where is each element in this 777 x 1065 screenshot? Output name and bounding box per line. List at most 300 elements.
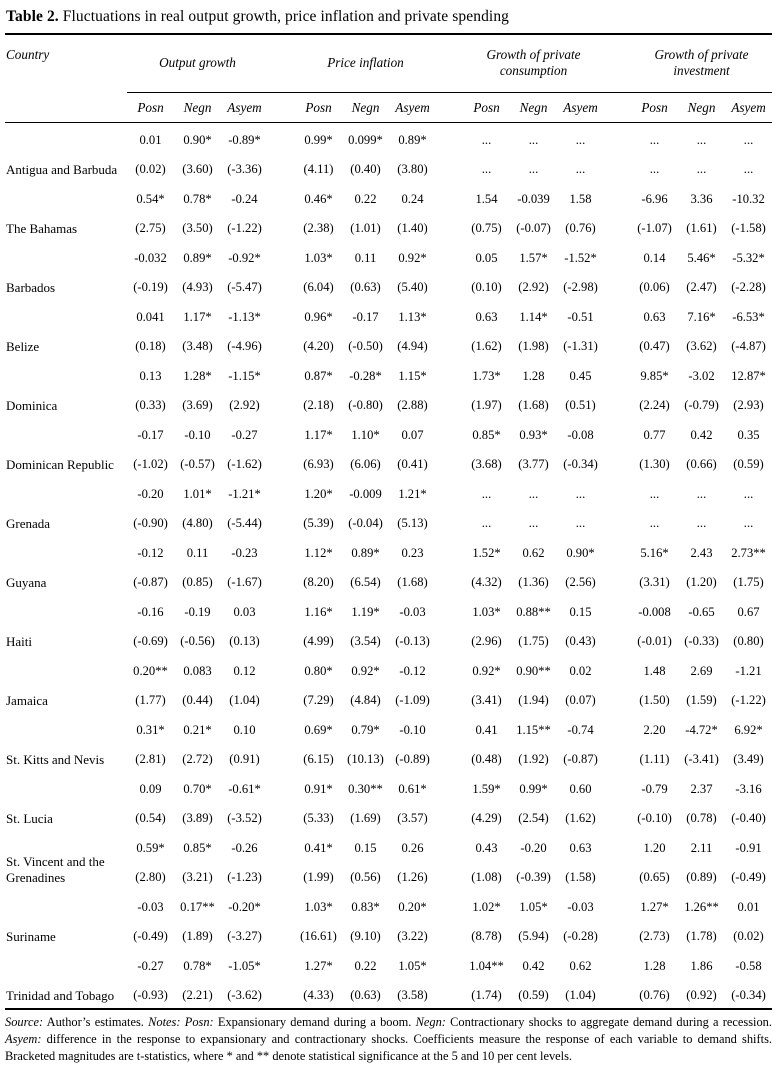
tstat-cell: (1.04) <box>565 988 596 1003</box>
value-cell: 2.69 <box>690 664 713 679</box>
value-cell: -6.53* <box>732 310 765 325</box>
tstat-cell: (-3.36) <box>227 162 262 177</box>
value-cell: 0.63 <box>643 310 666 325</box>
tstat-cell: (0.02) <box>733 929 764 944</box>
tstat-cell: (-0.34) <box>563 457 598 472</box>
header-gap <box>268 93 295 123</box>
tstat-cell: (-3.52) <box>227 811 262 826</box>
column-gap <box>604 742 631 772</box>
tstat-cell: (0.54) <box>135 811 166 826</box>
column-gap <box>604 447 631 477</box>
tstat-cell: ... <box>528 516 539 531</box>
value-cell: ... <box>575 133 586 148</box>
tstat-cell: (2.92) <box>518 280 549 295</box>
tstat-cell: (1.40) <box>397 221 428 236</box>
column-gap <box>604 477 631 506</box>
value-cell: 0.42 <box>690 428 713 443</box>
column-gap <box>268 447 295 477</box>
tstat-cell: (0.41) <box>397 457 428 472</box>
value-cell: 1.59* <box>472 782 501 797</box>
value-cell: -1.05* <box>228 959 261 974</box>
value-cell: -0.20* <box>228 900 261 915</box>
table-body <box>5 123 772 1010</box>
country-cell: Guyana <box>6 574 47 590</box>
subheader-posn: Posn <box>463 93 510 123</box>
value-cell: 9.85* <box>640 369 669 384</box>
tstat-cell: (0.10) <box>471 280 502 295</box>
column-gap <box>604 801 631 831</box>
tstat-cell: (5.40) <box>397 280 428 295</box>
value-cell: 5.46* <box>687 251 716 266</box>
tstat-cell: (-1.22) <box>731 693 766 708</box>
tstat-cell: (-0.34) <box>731 988 766 1003</box>
tstat-cell: (4.11) <box>303 162 334 177</box>
value-cell: 0.041 <box>136 310 165 325</box>
tstat-cell: (4.32) <box>471 575 502 590</box>
value-cell: 1.13* <box>398 310 427 325</box>
tstat-cell: (2.92) <box>229 398 260 413</box>
value-cell: 0.63 <box>569 841 592 856</box>
column-gap <box>436 182 463 211</box>
tstat-cell: (1.99) <box>303 870 334 885</box>
value-cell: 0.22 <box>354 192 377 207</box>
tstat-cell: (6.04) <box>303 280 334 295</box>
value-cell: -0.08 <box>567 428 594 443</box>
table-row <box>5 595 772 624</box>
tstat-cell: (-0.10) <box>637 811 672 826</box>
column-gap <box>268 477 295 506</box>
tstat-cell: (0.56) <box>350 870 381 885</box>
note-segment: Negn: <box>415 1015 446 1029</box>
table-header <box>5 34 772 123</box>
tstat-cell: (1.50) <box>639 693 670 708</box>
tstat-cell: (3.89) <box>182 811 213 826</box>
value-cell: 1.15* <box>398 369 427 384</box>
value-cell: ... <box>743 487 754 502</box>
tstat-cell: (3.54) <box>350 634 381 649</box>
value-cell: 3.36 <box>690 192 713 207</box>
value-cell: ... <box>528 487 539 502</box>
tstat-cell: (10.13) <box>347 752 384 767</box>
value-cell: -1.15* <box>228 369 261 384</box>
value-cell: 0.02 <box>569 664 592 679</box>
value-cell: 1.12* <box>304 546 333 561</box>
tstat-cell: (0.18) <box>135 339 166 354</box>
tstat-cell: ... <box>696 162 707 177</box>
value-cell: 1.48 <box>643 664 666 679</box>
tstat-cell: (3.77) <box>518 457 549 472</box>
tstat-cell: (3.48) <box>182 339 213 354</box>
column-gap <box>436 359 463 388</box>
value-cell: 0.26 <box>401 841 424 856</box>
group-header-row <box>5 34 772 93</box>
tstat-cell: (0.78) <box>686 811 717 826</box>
value-cell: 0.91* <box>304 782 333 797</box>
value-cell: 1.58 <box>569 192 592 207</box>
value-cell: 0.03 <box>233 605 256 620</box>
tstat-cell: (-0.40) <box>731 811 766 826</box>
tstat-cell: (5.94) <box>518 929 549 944</box>
tstat-cell: (2.21) <box>182 988 213 1003</box>
value-cell: 2.20 <box>643 723 666 738</box>
country-cell: Grenada <box>6 515 51 531</box>
value-cell: 1.03* <box>304 900 333 915</box>
note-segment: Source: <box>5 1015 44 1029</box>
column-gap <box>436 477 463 506</box>
value-cell: -0.89* <box>228 133 261 148</box>
country-cell: Barbados <box>6 279 56 295</box>
tstat-cell: (4.99) <box>303 634 334 649</box>
column-gap <box>268 890 295 919</box>
country-cell: St. Vincent and the Grenadines <box>6 854 105 885</box>
tstat-cell: (-0.49) <box>133 929 168 944</box>
tstat-cell: (0.43) <box>565 634 596 649</box>
value-cell: 0.89* <box>398 133 427 148</box>
value-cell: 1.26** <box>684 900 719 915</box>
value-cell: -0.17 <box>137 428 164 443</box>
tstat-cell: (3.69) <box>182 398 213 413</box>
tstat-cell: (-0.69) <box>133 634 168 649</box>
tstat-cell: (0.44) <box>182 693 213 708</box>
column-gap <box>436 772 463 801</box>
value-cell: 1.54 <box>475 192 498 207</box>
value-cell: 0.11 <box>354 251 377 266</box>
column-gap <box>604 860 631 890</box>
tstat-cell: (-0.19) <box>133 280 168 295</box>
tstat-cell: (9.10) <box>350 929 381 944</box>
column-gap <box>604 595 631 624</box>
column-gap <box>604 329 631 359</box>
country-cell: Belize <box>6 338 40 354</box>
value-cell: 1.19* <box>351 605 380 620</box>
value-cell: 2.11 <box>690 841 713 856</box>
value-cell: 0.87* <box>304 369 333 384</box>
value-cell: -0.20 <box>137 487 164 502</box>
note-segment: Expansionary demand during a boom. <box>213 1015 416 1029</box>
tstat-cell: (-4.96) <box>227 339 262 354</box>
value-cell: 2.73** <box>731 546 766 561</box>
value-cell: 1.28* <box>183 369 212 384</box>
value-cell: 1.10* <box>351 428 380 443</box>
tstat-cell: (0.63) <box>350 280 381 295</box>
tstat-cell: (0.06) <box>639 280 670 295</box>
value-cell: 0.89* <box>183 251 212 266</box>
subheader-negn: Negn <box>678 93 725 123</box>
tstat-cell: ... <box>743 162 754 177</box>
column-gap <box>268 359 295 388</box>
value-cell: 1.05* <box>519 900 548 915</box>
column-gap <box>604 418 631 447</box>
value-cell: 0.67 <box>737 605 760 620</box>
tstat-cell: (2.80) <box>135 870 166 885</box>
value-cell: 1.21* <box>398 487 427 502</box>
tstat-cell: (3.49) <box>733 752 764 767</box>
column-gap <box>436 506 463 536</box>
value-cell: 1.27* <box>640 900 669 915</box>
value-cell: 1.28 <box>643 959 666 974</box>
tstat-cell: (3.41) <box>471 693 502 708</box>
value-cell: 1.16* <box>304 605 333 620</box>
value-cell: ... <box>696 133 707 148</box>
value-cell: 0.099* <box>348 133 383 148</box>
value-cell: 7.16* <box>687 310 716 325</box>
tstat-cell: (-3.62) <box>227 988 262 1003</box>
tstat-cell: (0.65) <box>639 870 670 885</box>
tstat-cell: (1.77) <box>135 693 166 708</box>
value-cell: 0.01 <box>737 900 760 915</box>
tstat-cell: (4.94) <box>397 339 428 354</box>
tstat-cell: (1.08) <box>471 870 502 885</box>
tstat-cell: (0.80) <box>733 634 764 649</box>
tstat-cell: (-0.87) <box>563 752 598 767</box>
value-cell: -0.26 <box>231 841 258 856</box>
tstat-cell: (3.58) <box>397 988 428 1003</box>
tstat-cell: (1.68) <box>518 398 549 413</box>
column-gap <box>436 123 463 153</box>
tstat-cell: (2.47) <box>686 280 717 295</box>
value-cell: ... <box>696 487 707 502</box>
column-gap <box>268 713 295 742</box>
table-row <box>5 418 772 447</box>
column-gap <box>436 860 463 890</box>
tstat-cell: (16.61) <box>300 929 337 944</box>
column-gap <box>268 801 295 831</box>
tstat-cell: (-0.49) <box>731 870 766 885</box>
column-gap <box>268 182 295 211</box>
column-gap <box>604 241 631 270</box>
tstat-cell: (1.01) <box>350 221 381 236</box>
table-number: Table 2. <box>6 8 59 25</box>
value-cell: 0.62 <box>569 959 592 974</box>
tstat-cell: (3.57) <box>397 811 428 826</box>
value-cell: 0.59* <box>136 841 165 856</box>
tstat-cell: ... <box>649 516 660 531</box>
tstat-cell: (-0.90) <box>133 516 168 531</box>
value-cell: -0.19 <box>184 605 211 620</box>
country-cell: Jamaica <box>6 692 48 708</box>
tstat-cell: (2.38) <box>303 221 334 236</box>
column-gap <box>436 447 463 477</box>
tstat-cell: (4.20) <box>303 339 334 354</box>
tstat-cell: (6.93) <box>303 457 334 472</box>
column-gap <box>604 270 631 300</box>
tstat-cell: (3.50) <box>182 221 213 236</box>
value-cell: 1.02* <box>472 900 501 915</box>
value-cell: 0.42 <box>522 959 545 974</box>
subheader-posn: Posn <box>295 93 342 123</box>
value-cell: 0.90** <box>516 664 551 679</box>
tstat-cell: (-5.47) <box>227 280 262 295</box>
group-header-private-investment: Growth of private investment <box>631 34 772 93</box>
table-row <box>5 654 772 683</box>
subheader-negn: Negn <box>174 93 221 123</box>
column-gap <box>268 123 295 153</box>
column-gap <box>604 565 631 595</box>
value-cell: 0.22 <box>354 959 377 974</box>
value-cell: ... <box>743 133 754 148</box>
column-gap <box>604 536 631 565</box>
tstat-cell: (8.78) <box>471 929 502 944</box>
tstat-cell: (0.66) <box>686 457 717 472</box>
value-cell: -0.032 <box>134 251 167 266</box>
note-segment: difference in the response to expansionary and contractionary shocks. Coefficients measure the response of each variable to demand shifts. Bracketed magnitudes are t-statistics, where * and ** denote statistical significance at the 5 and 10 per cent levels. <box>5 1032 772 1064</box>
column-gap <box>268 536 295 565</box>
value-cell: ... <box>575 487 586 502</box>
column-gap <box>436 683 463 713</box>
tstat-cell: (1.20) <box>686 575 717 590</box>
column-gap <box>436 536 463 565</box>
tstat-cell: ... <box>528 162 539 177</box>
value-cell: 12.87* <box>731 369 766 384</box>
tstat-cell: (-0.04) <box>348 516 383 531</box>
results-table <box>5 33 772 1010</box>
value-cell: 0.69* <box>304 723 333 738</box>
column-gap <box>436 418 463 447</box>
tstat-cell: (0.40) <box>350 162 381 177</box>
value-cell: 0.15 <box>354 841 377 856</box>
tstat-cell: (1.59) <box>686 693 717 708</box>
country-cell: Haiti <box>6 633 32 649</box>
tstat-cell: (-1.23) <box>227 870 262 885</box>
value-cell: 0.15 <box>569 605 592 620</box>
table-title <box>6 8 772 26</box>
value-cell: 2.43 <box>690 546 713 561</box>
column-gap <box>436 890 463 919</box>
column-gap <box>436 919 463 949</box>
column-gap <box>268 270 295 300</box>
tstat-cell: (2.93) <box>733 398 764 413</box>
value-cell: 0.41 <box>475 723 498 738</box>
value-cell: 0.11 <box>186 546 209 561</box>
tstat-cell: (-0.80) <box>348 398 383 413</box>
header-gap <box>604 34 631 93</box>
tstat-cell: (6.15) <box>303 752 334 767</box>
value-cell: -0.008 <box>638 605 671 620</box>
value-cell: 1.28 <box>522 369 545 384</box>
tstat-cell: (-0.28) <box>563 929 598 944</box>
value-cell: 0.20** <box>133 664 168 679</box>
tstat-cell: (0.48) <box>471 752 502 767</box>
value-cell: 0.90* <box>566 546 595 561</box>
tstat-cell: (0.85) <box>182 575 213 590</box>
value-cell: -0.24 <box>231 192 258 207</box>
value-cell: -0.92* <box>228 251 261 266</box>
group-header-private-consumption: Growth of private consumption <box>463 34 604 93</box>
value-cell: 0.92* <box>351 664 380 679</box>
value-cell: 0.60 <box>569 782 592 797</box>
tstat-cell: ... <box>575 516 586 531</box>
column-gap <box>436 241 463 270</box>
column-gap <box>268 388 295 418</box>
value-cell: 0.92* <box>398 251 427 266</box>
value-cell: 0.41* <box>304 841 333 856</box>
value-cell: 1.03* <box>472 605 501 620</box>
value-cell: -0.74 <box>567 723 594 738</box>
tstat-cell: (-0.57) <box>180 457 215 472</box>
value-cell: 6.92* <box>734 723 763 738</box>
column-gap <box>604 123 631 153</box>
tstat-cell: (2.24) <box>639 398 670 413</box>
value-cell: 0.23 <box>401 546 424 561</box>
tstat-cell: (1.04) <box>229 693 260 708</box>
value-cell: -1.21 <box>735 664 762 679</box>
tstat-cell: (2.88) <box>397 398 428 413</box>
value-cell: 0.99* <box>519 782 548 797</box>
tstat-cell: ... <box>649 162 660 177</box>
tstat-cell: ... <box>743 516 754 531</box>
country-cell: Dominica <box>6 397 58 413</box>
header-gap <box>604 93 631 123</box>
value-cell: -3.16 <box>735 782 762 797</box>
column-gap <box>268 772 295 801</box>
column-gap <box>436 742 463 772</box>
tstat-cell: (0.59) <box>518 988 549 1003</box>
column-gap <box>604 683 631 713</box>
group-header-price-inflation: Price inflation <box>295 34 436 93</box>
header-gap <box>268 34 295 93</box>
tstat-cell: (4.29) <box>471 811 502 826</box>
tstat-cell: (1.92) <box>518 752 549 767</box>
tstat-cell: (0.59) <box>733 457 764 472</box>
table-row <box>5 123 772 153</box>
tstat-cell: (-5.44) <box>227 516 262 531</box>
column-gap <box>436 831 463 860</box>
country-cell: St. Lucia <box>6 810 53 826</box>
value-cell: 0.35 <box>737 428 760 443</box>
value-cell: -0.23 <box>231 546 258 561</box>
value-cell: -0.17 <box>352 310 379 325</box>
value-cell: -0.03 <box>137 900 164 915</box>
value-cell: -0.65 <box>688 605 715 620</box>
tstat-cell: (1.75) <box>733 575 764 590</box>
tstat-cell: (1.58) <box>565 870 596 885</box>
value-cell: 1.03* <box>304 251 333 266</box>
value-cell: 2.37 <box>690 782 713 797</box>
column-gap <box>436 152 463 182</box>
tstat-cell: (0.02) <box>135 162 166 177</box>
value-cell: 0.24 <box>401 192 424 207</box>
value-cell: 0.31* <box>136 723 165 738</box>
country-cell: Dominican Republic <box>6 456 114 472</box>
column-gap <box>604 152 631 182</box>
table-row <box>5 536 772 565</box>
tstat-cell: (0.47) <box>639 339 670 354</box>
tstat-cell: (3.21) <box>182 870 213 885</box>
tstat-cell: (0.75) <box>471 221 502 236</box>
column-gap <box>436 388 463 418</box>
table-notes <box>5 1014 772 1065</box>
tstat-cell: (3.31) <box>639 575 670 590</box>
value-cell: -0.03 <box>567 900 594 915</box>
value-cell: 0.10 <box>233 723 256 738</box>
value-cell: 0.45 <box>569 369 592 384</box>
tstat-cell: (4.84) <box>350 693 381 708</box>
value-cell: 1.04** <box>469 959 504 974</box>
tstat-cell: (-3.41) <box>684 752 719 767</box>
tstat-cell: (2.73) <box>639 929 670 944</box>
value-cell: 1.05* <box>398 959 427 974</box>
column-gap <box>268 949 295 978</box>
value-cell: -5.32* <box>732 251 765 266</box>
tstat-cell: ... <box>575 162 586 177</box>
value-cell: -0.28* <box>349 369 382 384</box>
tstat-cell: (1.68) <box>397 575 428 590</box>
tstat-cell: (1.11) <box>639 752 670 767</box>
tstat-cell: (1.97) <box>471 398 502 413</box>
column-gap <box>268 211 295 241</box>
table-row <box>5 359 772 388</box>
tstat-cell: (4.93) <box>182 280 213 295</box>
